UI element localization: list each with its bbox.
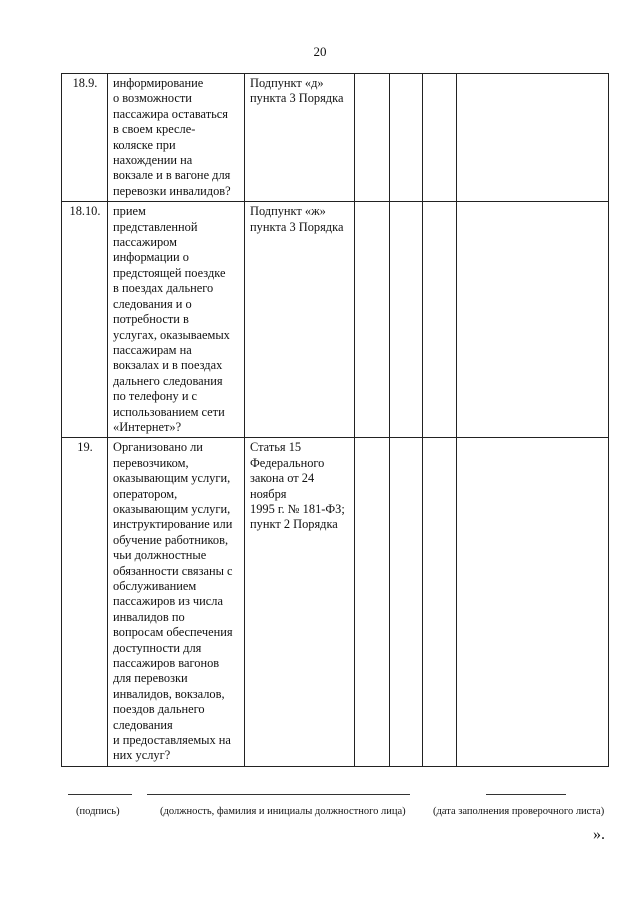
answer-na-cell[interactable]	[423, 74, 457, 202]
answer-no-cell[interactable]	[390, 202, 423, 438]
row-number: 18.9.	[62, 74, 108, 202]
signature-block	[0, 790, 640, 850]
legal-reference: Подпункт «ж» пункта 3 Порядка	[245, 202, 355, 438]
question-text: Организовано ли перевозчиком, оказывающим услуги, оператором, оказывающим услуги, инструктирование или обучение работников, чьи должностные обязанности связаны с обслуживанием пассажиров из числа инвалидов по вопросам обеспечения доступности для пассажиров вагонов для перевозки инвалидов, вокзалов, поездов дальнего следования и предоставляемых на них услуг?	[108, 438, 245, 767]
closing-quote-mark: ».	[593, 826, 605, 843]
checklist-table	[61, 73, 609, 767]
note-cell[interactable]	[457, 74, 609, 202]
legal-reference: Статья 15 Федерального закона от 24 ноября 1995 г. № 181-ФЗ; пункт 2 Порядка	[245, 438, 355, 767]
page-number: 20	[313, 44, 327, 59]
official-caption: (должность, фамилия и инициалы должностного лица)	[160, 806, 406, 817]
answer-yes-cell[interactable]	[355, 438, 390, 767]
date-caption: (дата заполнения проверочного листа)	[433, 806, 605, 817]
answer-yes-cell[interactable]	[355, 202, 390, 438]
legal-reference: Подпункт «д» пункта 3 Порядка	[245, 74, 355, 202]
answer-no-cell[interactable]	[390, 438, 423, 767]
answer-yes-cell[interactable]	[355, 74, 390, 202]
date-line[interactable]	[486, 794, 566, 795]
table-row	[62, 202, 609, 438]
signature-caption: (подпись)	[76, 806, 120, 817]
row-number: 18.10.	[62, 202, 108, 438]
official-name-line[interactable]	[147, 794, 410, 795]
answer-na-cell[interactable]	[423, 438, 457, 767]
answer-no-cell[interactable]	[390, 74, 423, 202]
answer-na-cell[interactable]	[423, 202, 457, 438]
question-text: прием представленной пассажиром информации о предстоящей поездке в поездах дальнего следования и о потребности в услугах, оказываемых пассажирам на вокзалах и в поездах дальнего следования по телефону и с использованием сети «Интернет»?	[108, 202, 245, 438]
table-row	[62, 74, 609, 202]
question-text: информирование о возможности пассажира оставаться в своем кресле- коляске при нахождении на вокзале и в вагоне для перевозки инвалидов?	[108, 74, 245, 202]
signature-line[interactable]	[68, 794, 132, 795]
note-cell[interactable]	[457, 438, 609, 767]
table-row	[62, 438, 609, 767]
row-number: 19.	[62, 438, 108, 767]
note-cell[interactable]	[457, 202, 609, 438]
